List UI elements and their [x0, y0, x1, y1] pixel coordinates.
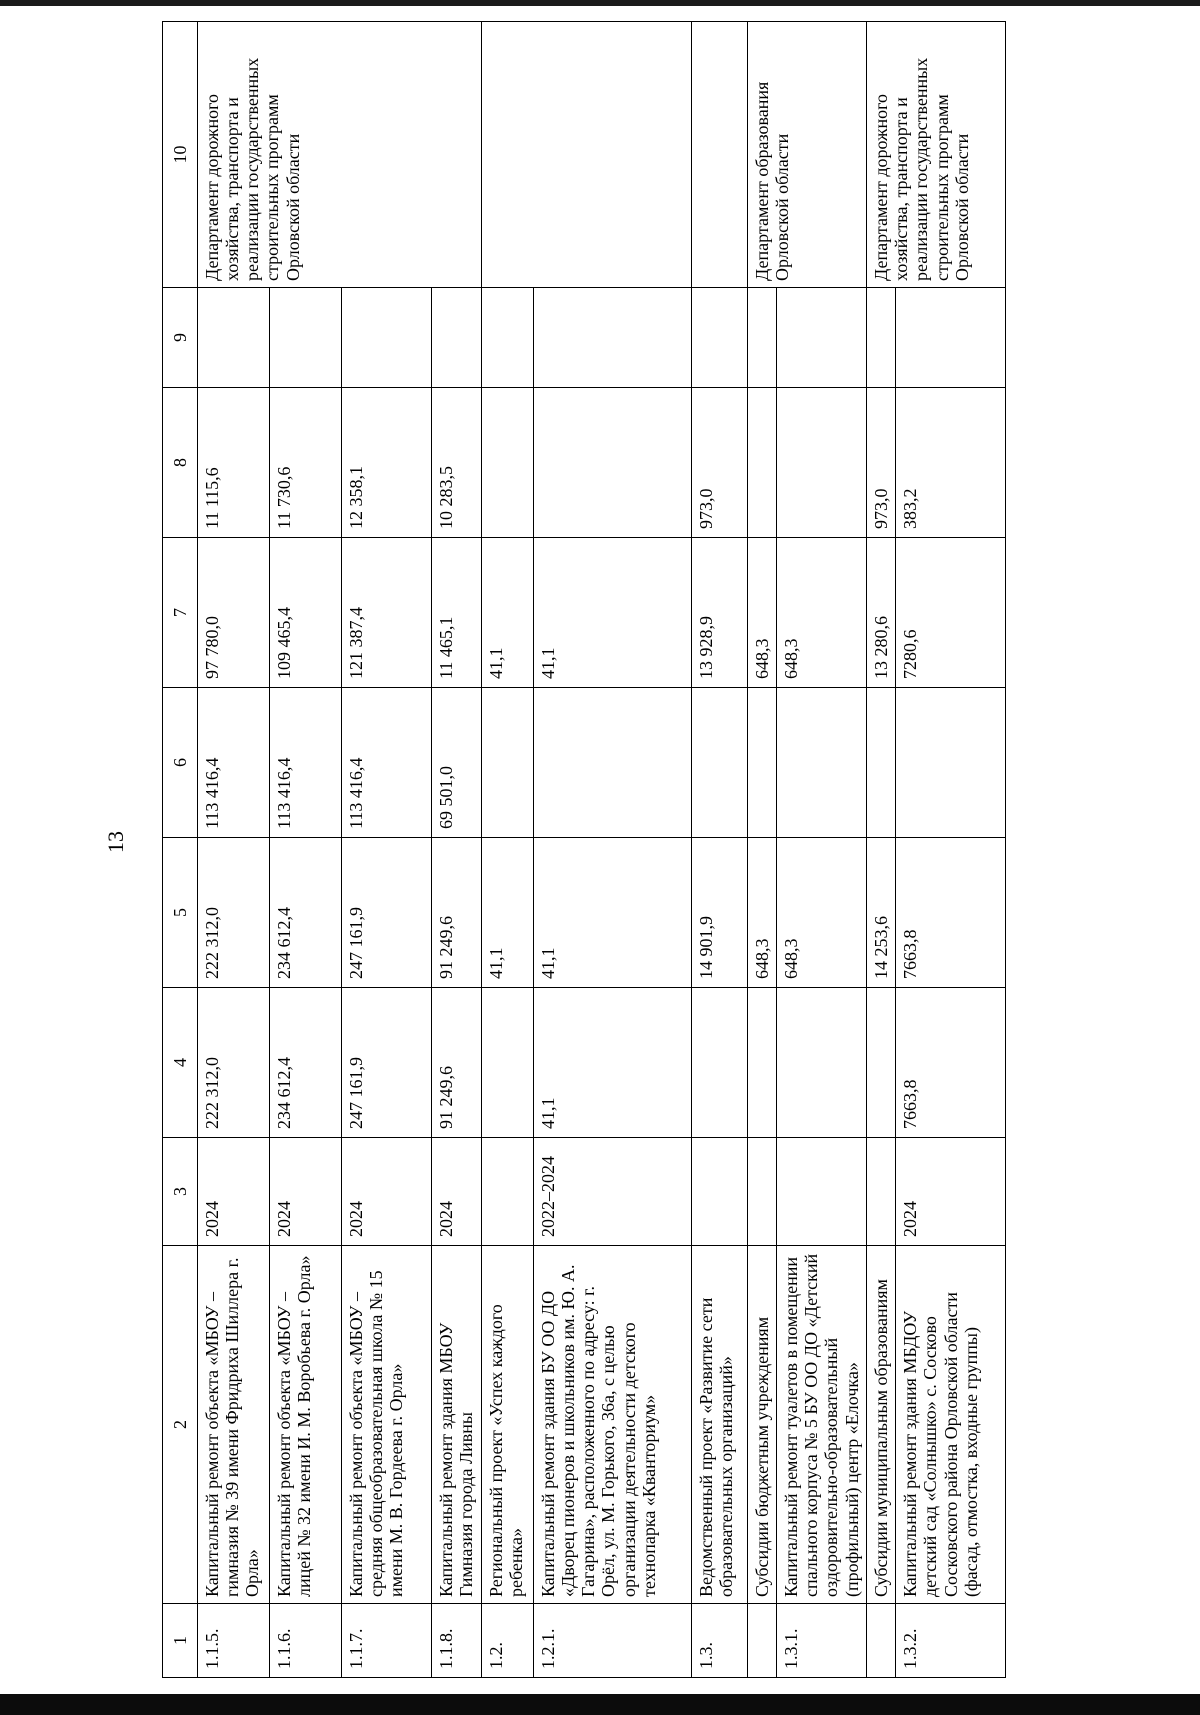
row-value-col9	[692, 288, 748, 388]
header-cell: 6	[163, 688, 198, 838]
row-value-col4	[748, 988, 777, 1138]
table-row	[867, 22, 896, 1678]
row-value-col9	[867, 288, 896, 388]
row-value-col4: 234 612,4	[270, 988, 342, 1138]
row-value-col9	[198, 288, 270, 388]
row-value-col5: 14 253,6	[867, 838, 896, 988]
row-description: Капитальный ремонт объекта «МБОУ – гимназия № 39 имени Фридриха Шиллера г. Орла»	[198, 1246, 270, 1604]
col10-empty	[692, 22, 748, 288]
row-value-col8	[482, 388, 534, 538]
header-cell: 9	[163, 288, 198, 388]
row-value-col5: 234 612,4	[270, 838, 342, 988]
header-cell: 4	[163, 988, 198, 1138]
row-value-col7: 41,1	[482, 538, 534, 688]
row-value-col5: 41,1	[534, 838, 692, 988]
header-cell: 1	[163, 1604, 198, 1678]
row-index: 1.2.1.	[534, 1604, 692, 1678]
row-index: 1.3.2.	[896, 1604, 1006, 1678]
row-value-col7: 11 465,1	[432, 538, 482, 688]
row-value-col7: 121 387,4	[342, 538, 432, 688]
rotated-page	[162, 22, 1092, 1678]
row-value-col9	[777, 288, 867, 388]
row-value-col6	[748, 688, 777, 838]
row-description: Капитальный ремонт туалетов в помещении спального корпуса № 5 БУ ОО ДО «Детский оздоровительно-образовательный (профильный) центр «Елочка»	[777, 1246, 867, 1604]
table-header-row	[163, 22, 198, 1678]
row-value-col7: 648,3	[777, 538, 867, 688]
row-value-col6: 113 416,4	[198, 688, 270, 838]
header-cell: 5	[163, 838, 198, 988]
row-year	[692, 1138, 748, 1246]
row-value-col6	[482, 688, 534, 838]
row-index: 1.1.8.	[432, 1604, 482, 1678]
row-value-col7: 13 928,9	[692, 538, 748, 688]
row-value-col8: 973,0	[867, 388, 896, 538]
row-value-col4: 247 161,9	[342, 988, 432, 1138]
row-value-col7: 97 780,0	[198, 538, 270, 688]
row-value-col5: 41,1	[482, 838, 534, 988]
row-value-col5: 648,3	[748, 838, 777, 988]
table-row	[482, 22, 534, 1678]
row-year	[748, 1138, 777, 1246]
row-year: 2024	[270, 1138, 342, 1246]
row-value-col9	[896, 288, 1006, 388]
row-value-col9	[482, 288, 534, 388]
row-value-col8: 12 358,1	[342, 388, 432, 538]
row-value-col4: 7663,8	[896, 988, 1006, 1138]
row-value-col8: 10 283,5	[432, 388, 482, 538]
responsible-dept-roads: Департамент дорожного хозяйства, транспорта и реализации государственных строительных программ Орловской области	[198, 22, 482, 288]
row-index	[748, 1604, 777, 1678]
table-row	[692, 22, 748, 1678]
row-value-col9	[270, 288, 342, 388]
row-value-col5: 648,3	[777, 838, 867, 988]
header-cell: 8	[163, 388, 198, 538]
row-value-col5: 14 901,9	[692, 838, 748, 988]
row-value-col5: 247 161,9	[342, 838, 432, 988]
row-value-col4	[482, 988, 534, 1138]
responsible-dept-roads: Департамент дорожного хозяйства, транспорта и реализации государственных строительных программ Орловской области	[867, 22, 1006, 288]
row-index: 1.1.5.	[198, 1604, 270, 1678]
row-year	[482, 1138, 534, 1246]
row-value-col5: 7663,8	[896, 838, 1006, 988]
row-year: 2022–2024	[534, 1138, 692, 1246]
page-number: 13	[103, 831, 128, 853]
row-value-col9	[432, 288, 482, 388]
row-value-col7: 648,3	[748, 538, 777, 688]
header-cell: 7	[163, 538, 198, 688]
row-description: Капитальный ремонт здания МБДОУ детский сад «Солнышко» с. Сосково Сосковского района Орловской области (фасад, отмостка, входные группы)	[896, 1246, 1006, 1604]
row-value-col8: 11 730,6	[270, 388, 342, 538]
row-value-col4: 41,1	[534, 988, 692, 1138]
row-value-col5: 91 249,6	[432, 838, 482, 988]
row-description: Капитальный ремонт объекта «МБОУ – лицей № 32 имени И. М. Воробьева г. Орла»	[270, 1246, 342, 1604]
row-description: Ведомственный проект «Развитие сети образовательных организаций»	[692, 1246, 748, 1604]
row-index: 1.3.	[692, 1604, 748, 1678]
row-year: 2024	[432, 1138, 482, 1246]
row-value-col6	[867, 688, 896, 838]
row-value-col5: 222 312,0	[198, 838, 270, 988]
header-cell: 10	[163, 22, 198, 288]
row-value-col4	[867, 988, 896, 1138]
row-value-col9	[534, 288, 692, 388]
row-description: Субсидии бюджетным учреждениям	[748, 1246, 777, 1604]
row-index	[867, 1604, 896, 1678]
row-description: Капитальный ремонт здания БУ ОО ДО «Дворец пионеров и школьников им. Ю. А. Гагарина», расположенного по адресу: г. Орёл, ул. М. Горького, 36а, с целью организации деятельности детского технопарка «Кванториум»	[534, 1246, 692, 1604]
row-year: 2024	[896, 1138, 1006, 1246]
row-value-col8: 383,2	[896, 388, 1006, 538]
row-value-col9	[342, 288, 432, 388]
row-value-col9	[748, 288, 777, 388]
budget-table	[162, 21, 1006, 1678]
row-value-col8	[534, 388, 692, 538]
row-value-col7: 109 465,4	[270, 538, 342, 688]
row-value-col7: 7280,6	[896, 538, 1006, 688]
row-value-col7: 41,1	[534, 538, 692, 688]
row-year: 2024	[198, 1138, 270, 1246]
row-value-col6	[777, 688, 867, 838]
responsible-dept-education: Департамент образования Орловской области	[748, 22, 867, 288]
scan-bottom-edge	[0, 1694, 1200, 1715]
row-index: 1.3.1.	[777, 1604, 867, 1678]
scan-top-edge	[0, 0, 1200, 6]
row-value-col8	[777, 388, 867, 538]
row-index: 1.1.7.	[342, 1604, 432, 1678]
row-value-col4	[692, 988, 748, 1138]
table-row	[198, 22, 270, 1678]
table-row	[748, 22, 777, 1678]
row-value-col4	[777, 988, 867, 1138]
row-value-col8	[748, 388, 777, 538]
row-value-col6: 113 416,4	[270, 688, 342, 838]
row-index: 1.1.6.	[270, 1604, 342, 1678]
row-description: Субсидии муниципальным образованиям	[867, 1246, 896, 1604]
row-value-col6	[534, 688, 692, 838]
row-year	[867, 1138, 896, 1246]
row-value-col4: 91 249,6	[432, 988, 482, 1138]
row-description: Капитальный ремонт здания МБОУ Гимназия города Ливны	[432, 1246, 482, 1604]
row-value-col8: 11 115,6	[198, 388, 270, 538]
row-value-col6	[896, 688, 1006, 838]
row-value-col6	[692, 688, 748, 838]
row-value-col4: 222 312,0	[198, 988, 270, 1138]
row-year: 2024	[342, 1138, 432, 1246]
col10-empty	[482, 22, 692, 288]
row-description: Региональный проект «Успех каждого ребенка»	[482, 1246, 534, 1604]
row-index: 1.2.	[482, 1604, 534, 1678]
row-value-col7: 13 280,6	[867, 538, 896, 688]
row-value-col6: 69 501,0	[432, 688, 482, 838]
header-cell: 3	[163, 1138, 198, 1246]
row-description: Капитальный ремонт объекта «МБОУ – средняя общеобразовательная школа № 15 имени М. В. Гордеева г. Орла»	[342, 1246, 432, 1604]
header-cell: 2	[163, 1246, 198, 1604]
row-value-col8: 973,0	[692, 388, 748, 538]
row-value-col6: 113 416,4	[342, 688, 432, 838]
row-year	[777, 1138, 867, 1246]
